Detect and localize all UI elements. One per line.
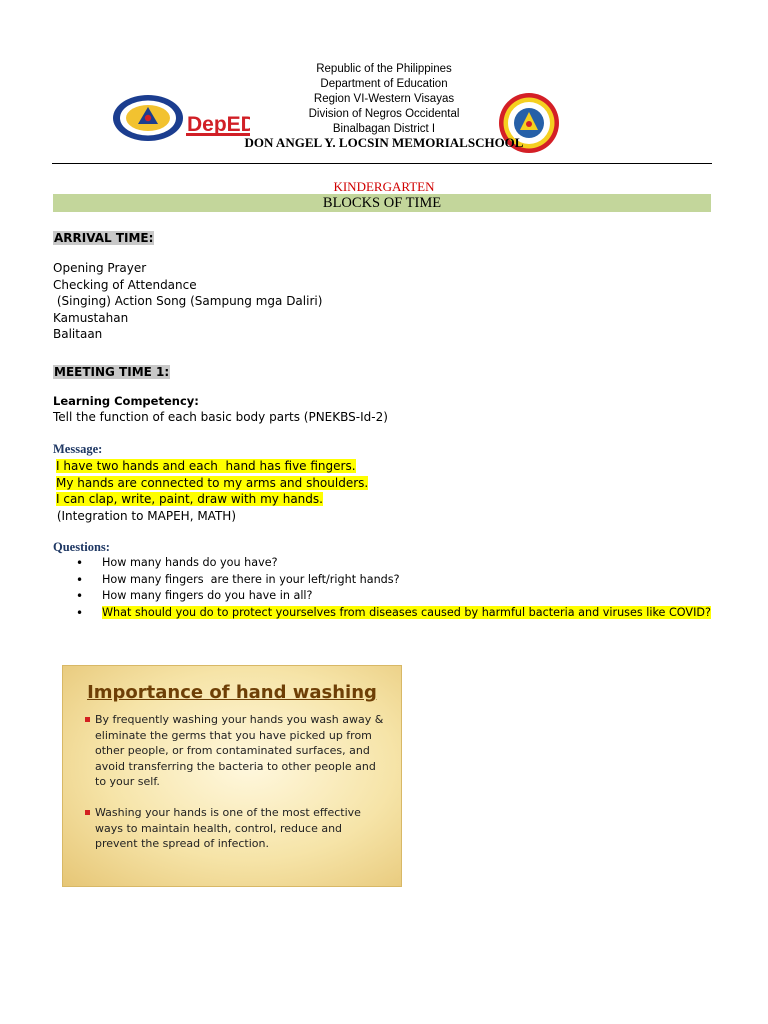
competency-label: Learning Competency: xyxy=(53,394,199,408)
list-item xyxy=(76,588,712,605)
message-line: I have two hands and each hand has five fingers. xyxy=(56,459,356,473)
list-item: (Singing) Action Song (Sampung mga Daliri) xyxy=(53,294,323,309)
letterhead-line: Department of Education xyxy=(320,78,448,90)
slide-bullet xyxy=(95,805,387,852)
question-text: How many hands do you have? xyxy=(102,556,278,569)
slide-title: Importance of hand washing xyxy=(87,682,377,703)
integration-note: (Integration to MAPEH, MATH) xyxy=(53,509,236,523)
list-item: Checking of Attendance xyxy=(53,277,197,292)
bullet-icon: • xyxy=(76,556,84,570)
blocks-of-time-band xyxy=(53,194,711,212)
arrival-list xyxy=(53,260,322,343)
list-item xyxy=(76,605,712,622)
bullet-icon: • xyxy=(76,605,84,620)
header-divider xyxy=(52,163,712,164)
band-title: BLOCKS OF TIME xyxy=(322,195,442,211)
message-line: My hands are connected to my arms and shoulders. xyxy=(56,475,369,490)
message-lines xyxy=(56,458,368,508)
questions-list xyxy=(76,555,712,621)
arrival-heading: ARRIVAL TIME: xyxy=(54,231,154,245)
list-item xyxy=(76,555,712,572)
letterhead-line: Republic of the Philippines xyxy=(316,63,452,75)
arrival-heading-wrap xyxy=(53,227,154,246)
highlighted-question: What should you do to protect yourselves from diseases caused by harmful bacteria and viruses like COVID? xyxy=(102,605,711,619)
letterhead-line: Region VI-Western Visayas xyxy=(313,93,455,105)
bullet-icon: • xyxy=(76,572,84,587)
hand-washing-slide xyxy=(62,665,402,887)
list-item xyxy=(76,572,712,589)
slide-bullet-text: Washing your hands is one of the most effective ways to maintain health, control, reduce and prevent the spread of infection. xyxy=(95,806,361,850)
meeting-heading: MEETING TIME 1: xyxy=(54,365,170,379)
message-line: I can clap, write, paint, draw with my hands. xyxy=(56,492,323,507)
question-text: How many fingers are there in your left/right hands? xyxy=(102,572,400,586)
bullet-icon: • xyxy=(76,589,84,604)
school-name: DON ANGEL Y. LOCSIN MEMORIALSCHOOL xyxy=(244,135,524,150)
meeting-heading-wrap xyxy=(53,361,170,380)
letterhead-line: Binalbagan District I xyxy=(332,123,436,135)
square-bullet-icon xyxy=(85,810,90,815)
competency-text: Tell the function of each basic body parts (PNEKBS-Id-2) xyxy=(53,410,388,424)
question-text: How many fingers do you have in all? xyxy=(102,589,313,603)
message-label: Message: xyxy=(53,442,103,456)
questions-label: Questions: xyxy=(53,540,110,554)
slide-bullet-text: By frequently washing your hands you wash away & eliminate the germs that you have picked up from other people, or from contaminated surfaces, and avoid transferring the bacteria to other people and to your self. xyxy=(95,713,384,788)
grade-level: KINDERGARTEN xyxy=(333,179,435,194)
deped-logo-text: DepED xyxy=(187,113,250,136)
list-item: Opening Prayer xyxy=(53,261,147,275)
square-bullet-icon xyxy=(85,717,90,722)
letterhead-line: Division of Negros Occidental xyxy=(308,108,460,120)
list-item: Kamustahan xyxy=(53,310,129,325)
slide-bullet xyxy=(95,712,387,790)
list-item: Balitaan xyxy=(53,327,103,342)
